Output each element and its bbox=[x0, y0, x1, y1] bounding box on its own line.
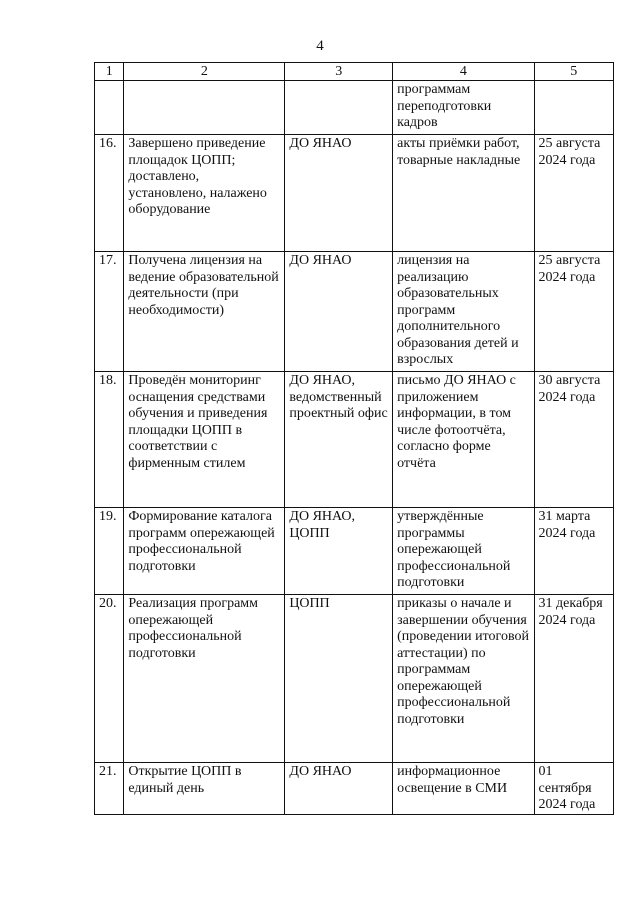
cell-result: приказы о начале и завершении обучения (проведении итоговой аттестации) по программам опережающей профессиональной подготовки bbox=[393, 595, 534, 763]
cell-responsible: ДО ЯНАО, ЦОПП bbox=[285, 508, 393, 595]
table-row bbox=[95, 763, 614, 815]
cell-num: 21. bbox=[95, 763, 124, 815]
cell-deadline: 30 августа 2024 года bbox=[534, 372, 613, 508]
cell-num: 16. bbox=[95, 135, 124, 252]
cell-responsible: ДО ЯНАО bbox=[285, 763, 393, 815]
cell-event: Получена лицензия на ведение образовательной деятельности (при необходимости) bbox=[124, 252, 285, 372]
cell-num: 18. bbox=[95, 372, 124, 508]
cell-responsible bbox=[285, 81, 393, 135]
table-row-continuation bbox=[95, 81, 614, 135]
cell-num: 17. bbox=[95, 252, 124, 372]
cell-responsible: ДО ЯНАО bbox=[285, 252, 393, 372]
cell-deadline: 31 декабря 2024 года bbox=[534, 595, 613, 763]
header-row bbox=[95, 63, 614, 81]
cell-num: 20. bbox=[95, 595, 124, 763]
cell-event: Открытие ЦОПП в единый день bbox=[124, 763, 285, 815]
cell-event: Проведён мониторинг оснащения средствами обучения и приведения площадки ЦОПП в соответствии с фирменным стилем bbox=[124, 372, 285, 508]
cell-responsible: ДО ЯНАО, ведомственный проектный офис bbox=[285, 372, 393, 508]
cell-event: Реализация программ опережающей профессиональной подготовки bbox=[124, 595, 285, 763]
cell-result: информационное освещение в СМИ bbox=[393, 763, 534, 815]
cell-deadline: 01 сентября 2024 года bbox=[534, 763, 613, 815]
cell-responsible: ДО ЯНАО bbox=[285, 135, 393, 252]
table-row bbox=[95, 595, 614, 763]
cell-result: лицензия на реализацию образовательных программ дополнительного образования детей и взрослых bbox=[393, 252, 534, 372]
table-row bbox=[95, 508, 614, 595]
table-row bbox=[95, 372, 614, 508]
cell-num bbox=[95, 81, 124, 135]
cell-responsible: ЦОПП bbox=[285, 595, 393, 763]
column-header-2: 2 bbox=[124, 63, 285, 81]
cell-deadline: 31 марта 2024 года bbox=[534, 508, 613, 595]
cell-event: Формирование каталога программ опережающей профессиональной подготовки bbox=[124, 508, 285, 595]
page-number: 4 bbox=[316, 38, 324, 54]
column-header-1: 1 bbox=[95, 63, 124, 81]
cell-result: программам переподготовки кадров bbox=[393, 81, 534, 135]
table-header bbox=[95, 63, 614, 81]
column-header-3: 3 bbox=[285, 63, 393, 81]
cell-deadline bbox=[534, 81, 613, 135]
cell-event bbox=[124, 81, 285, 135]
cell-deadline: 25 августа 2024 года bbox=[534, 135, 613, 252]
column-header-4: 4 bbox=[393, 63, 534, 81]
cell-deadline: 25 августа 2024 года bbox=[534, 252, 613, 372]
cell-event: Завершено приведение площадок ЦОПП; доставлено, установлено, налажено оборудование bbox=[124, 135, 285, 252]
column-header-5: 5 bbox=[534, 63, 613, 81]
cell-result: утверждённые программы опережающей профессиональной подготовки bbox=[393, 508, 534, 595]
cell-num: 19. bbox=[95, 508, 124, 595]
table-row bbox=[95, 252, 614, 372]
plan-table bbox=[94, 62, 614, 815]
cell-result: акты приёмки работ, товарные накладные bbox=[393, 135, 534, 252]
cell-result: письмо ДО ЯНАО с приложением информации, в том числе фотоотчёта, согласно форме отчёта bbox=[393, 372, 534, 508]
table-row bbox=[95, 135, 614, 252]
